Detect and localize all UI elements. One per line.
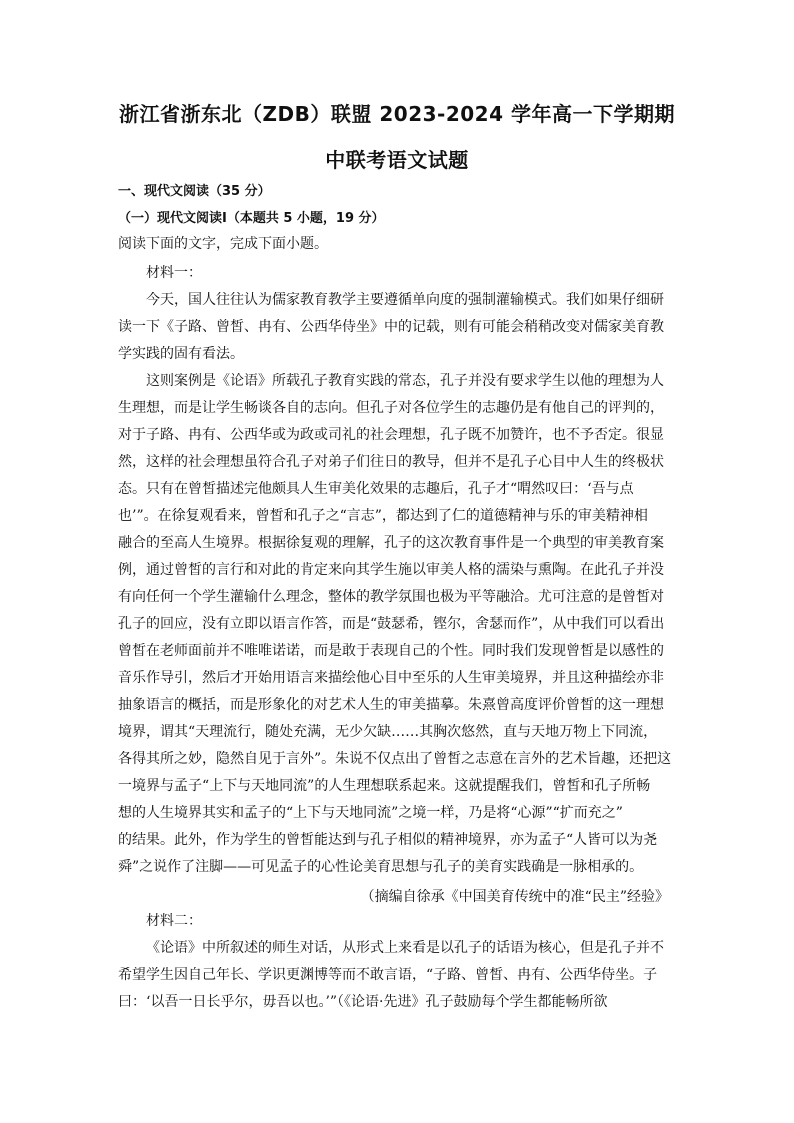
paragraph-line: 对于子路、冉有、公西华或为政或司礼的社会理想，孔子既不加赞许，也不予否定。很显 — [118, 427, 664, 443]
instruction-text: 阅读下面的文字，完成下面小题。 — [118, 236, 328, 252]
section-heading: 一、现代文阅读（35 分） — [118, 184, 271, 199]
paragraph-line: 例，通过曾皙的言行和对此的肯定来向其学生施以审美人格的濡染与熏陶。在此孔子并没 — [118, 562, 664, 578]
paragraph-line: 孔子的回应，没有立即以语言作答，而是“鼓瑟希，铿尔，舍瑟而作”，从中我们可以看出 — [118, 616, 665, 632]
paragraph-line: 今天，国人往往认为儒家教育教学主要遵循单向度的强制灌输模式。我们如果仔细研 — [146, 292, 664, 308]
paragraph-line: 曾皙在老师面前并不唯唯诺诺，而是敢于表现自己的个性。同时我们发现曾皙是以感性的 — [118, 643, 664, 659]
subsection-heading: （一）现代文阅读Ⅰ（本题共 5 小题，19 分） — [118, 211, 385, 226]
source-citation: （摘编自徐承《中国美育传统中的准“民主”经验》 — [360, 889, 669, 905]
paragraph-line: 融合的至高人生境界。根据徐复观的理解，孔子的这次教育事件是一个典型的审美教育案 — [118, 535, 664, 551]
paragraph-line: 舜”之说作了注脚——可见孟子的心性论美育思想与孔子的美育实践确是一脉相承的。 — [118, 859, 644, 875]
paragraph-line: 生理想，而是让学生畅谈各自的志向。但孔子对各位学生的志趣仍是有他自己的评判的， — [118, 400, 664, 416]
material1-label: 材料一： — [146, 265, 202, 281]
paragraph-line: 也’”。在徐复观看来，曾皙和孔子之“言志”，都达到了仁的道德精神与乐的审美精神相 — [118, 508, 648, 524]
material2-label: 材料二： — [146, 913, 202, 929]
paragraph-line: 的结果。此外，作为学生的曾皙能达到与孔子相似的精神境界，亦为孟子“人皆可以为尧 — [118, 832, 658, 848]
paragraph-line: 音乐作导引，然后才开始用语言来描绘他心目中至乐的人生审美境界，并且这种描绘亦非 — [118, 670, 664, 686]
document-title-line1: 浙江省浙东北（ZDB）联盟 2023-2024 学年高一下学期期 — [119, 102, 675, 126]
paragraph-line: 态。只有在曾皙描述完他颇具人生审美化效果的志趣后，孔子才“喟然叹曰：‘吾与点 — [118, 481, 634, 497]
paragraph-line: 学实践的固有看法。 — [118, 346, 244, 362]
paragraph-line: 有向任何一个学生灌输什么理念，整体的教学氛围也极为平等融洽。尤可注意的是曾皙对 — [118, 589, 664, 605]
paragraph-line: 希望学生因自己年长、学识更渊博等而不敢言语，“子路、曾皙、冉有、公西华侍坐。子 — [118, 967, 658, 983]
paragraph-line: 读一下《子路、曾皙、冉有、公西华侍坐》中的记载，则有可能会稍稍改变对儒家美育教 — [118, 319, 664, 335]
document-title-line2: 中联考语文试题 — [325, 148, 469, 172]
paragraph-line: 曰：‘以吾一日长乎尔，毋吾以也。’”（《论语·先进》孔子鼓励每个学生都能畅所欲 — [118, 994, 608, 1010]
paragraph-line: 然，这样的社会理想虽符合孔子对弟子们往日的教导，但并不是孔子心目中人生的终极状 — [118, 454, 664, 470]
paragraph-line: 各得其所之妙，隐然自见于言外”。朱说不仅点出了曾皙之志意在言外的艺术旨趣，还把这 — [118, 751, 672, 767]
paragraph-line: 境界，谓其“天理流行，随处充满，无少欠缺……其胸次悠然，直与天地万物上下同流， — [118, 724, 658, 740]
paragraph-line: 这则案例是《论语》所载孔子教育实践的常态，孔子并没有要求学生以他的理想为人 — [146, 373, 664, 389]
paragraph-line: 想的人生境界其实和孟子的“上下与天地同流”之境一样，乃是将“心源”“扩而充之” — [118, 805, 623, 821]
paragraph-line: 《论语》中所叙述的师生对话，从形式上来看是以孔子的话语为核心，但是孔子并不 — [146, 940, 664, 956]
paragraph-line: 一境界与孟子“上下与天地同流”的人生理想联系起来。这就提醒我们，曾皙和孔子所畅 — [118, 778, 651, 794]
paragraph-line: 抽象语言的概括，而是形象化的对艺术人生的审美描摹。朱熹曾高度评价曾皙的这一理想 — [118, 697, 664, 713]
